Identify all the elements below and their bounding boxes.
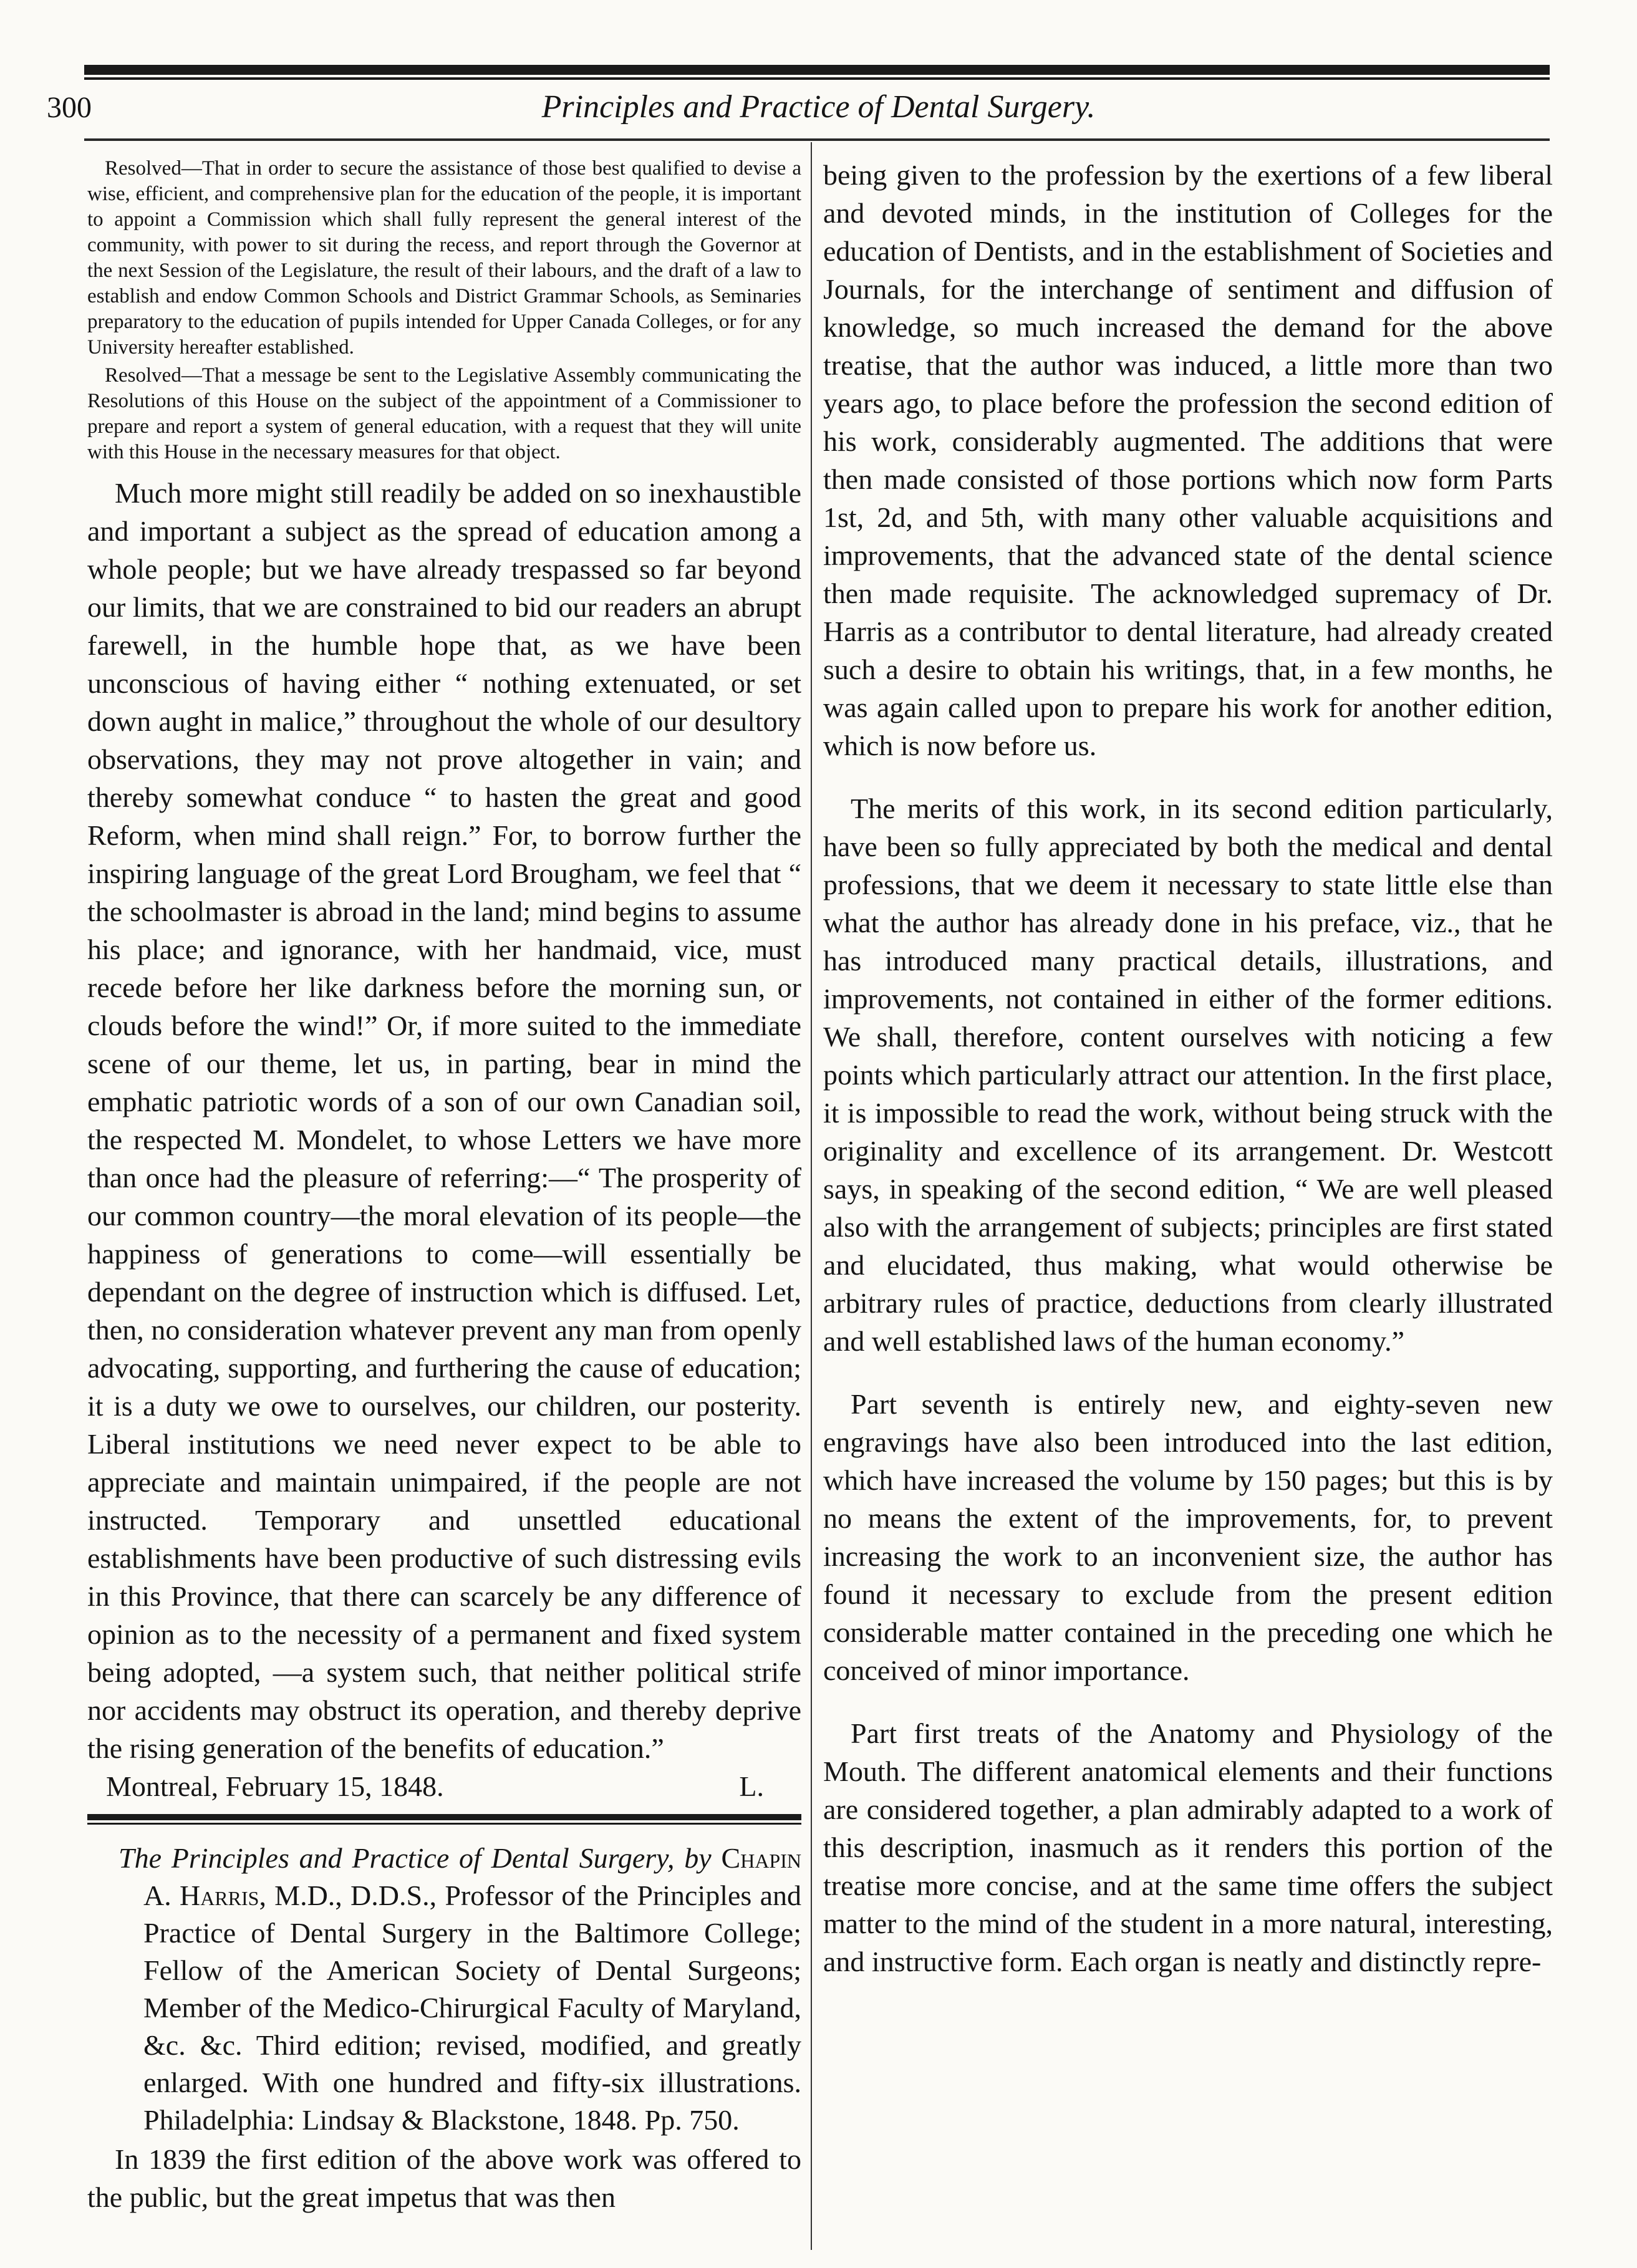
review-paragraph-3: Part seventh is entirely new, and eighty-seven new engravings have also been introduced into the last edition, which have increased the volume by 150 pages; but this is by no means the extent of the improvements, for, to prevent increasing the work to an inconvenient size, the author has found it necessary to exclude from the present edition considerable matter contained in the preceding one which he conceived of minor importance.: [823, 1388, 1553, 1686]
top-thin-rule: [84, 77, 1550, 80]
author-signature: L.: [739, 1770, 764, 1802]
running-title: Principles and Practice of Dental Surgery.: [541, 89, 1096, 125]
review-heading: [87, 1840, 801, 2139]
left-column: [87, 156, 801, 2216]
review-paragraph-2: The merits of this work, in its second edition particularly, have been so fully appreciated by both the medical and dental professions, that we deem it necessary to state little else than what the author has already done in his preface, viz., that he has introduced many practical details, illustrations, and improvements, not contained in either of the former editions. We shall, therefore, content ourselves with noticing a few points which particularly attract our attention. In the first place, it is impossible to read the work, without being struck with the originality and excellence of its arrangement. Dr. Westcott says, in speaking of the second edition, “ We are well pleased also with the arrangement of subjects; principles are first stated and elucidated, thus making, what would otherwise be arbitrary rules of practice, deductions from clearly illustrated and well established laws of the human economy.”: [823, 793, 1553, 1357]
review-author: Chapin A. Harris,: [143, 1842, 801, 1911]
section-thin-rule: [87, 1823, 801, 1825]
review-paragraph-1: In 1839 the first edition of the above work was offered to the public, but the great impetus that was then: [87, 2143, 801, 2213]
dateline: Montreal, February 15, 1848.: [106, 1770, 444, 1802]
header-rule: [84, 138, 1550, 141]
resolution-2: Resolved—That a message be sent to the Legislative Assembly communicating the Resolutions of this House on the subject of the appointment of a Commissioner to prepare and report a system of general education, with a request that they will unite with this House in the necessary measures for that object.: [87, 364, 801, 463]
column-divider: [811, 142, 812, 2250]
top-thick-rule: [84, 65, 1550, 75]
review-title: The Principles and Practice of Dental Surgery, by: [118, 1842, 712, 1874]
resolution-1: Resolved—That in order to secure the assistance of those best qualified to devise a wise, efficient, and comprehensive plan for the education of the people, it is important to appoint a Commission which shall fully represent the general interest of the community, with power to sit during the recess, and report through the Governor at the next Session of the Legislature, the result of their labours, and the draft of a law to establish and endow Common Schools and District Grammar Schools, as Seminaries preparatory to the education of pupils intended for Upper Canada Colleges, or for any University hereafter established.: [87, 157, 801, 359]
section-thick-rule: [87, 1814, 801, 1820]
closing-paragraph: Much more might still readily be added on so inexhaustible and important a subject as the spread of education among a whole people; but we have already trespassed so far beyond our limits, that we are constrained to bid our readers an abrupt farewell, in the humble hope that, as we have been unconscious of having either “ nothing extenuated, or set down aught in malice,” throughout the whole of our desultory observations, they may not prove altogether in vain; and thereby somewhat conduce “ to hasten the great and good Reform, when mind shall reign.” For, to borrow further the inspiring language of the great Lord Brougham, we feel that “ the schoolmaster is abroad in the land; mind begins to assume his place; and ignorance, with her handmaid, vice, must recede before her like darkness before the morning sun, or clouds before the wind!” Or, if more suited to the immediate scene of our theme, let us, in parting, bear in mind the emphatic patriotic words of a son of our own Canadian soil, the respected M. Mondelet, to whose Letters we have more than once had the pleasure of referring:—“ The prosperity of our common country—the moral elevation of its people—the happiness of generations to come—will essentially be dependant on the degree of instruction which is diffused. Let, then, no consideration whatever prevent any man from openly advocating, supporting, and furthering the cause of education; it is a duty we owe to ourselves, our children, our posterity. Liberal institutions we need never expect to be able to appreciate and maintain unimpaired, if the people are not instructed. Temporary and unsettled educational establishments have been productive of such distressing evils in this Province, that there can scarcely be any difference of opinion as to the necessity of a permanent and fixed system being adopted, —a system such, that neither political strife nor accidents may obstruct its operation, and thereby deprive the rising generation of the benefits of education.”: [87, 477, 801, 1764]
review-paragraph-4: Part first treats of the Anatomy and Physiology of the Mouth. The different anatomical elements and their functions are considered together, a plan admirably adapted to a work of this description, inasmuch as it renders this portion of the treatise more concise, and at the same time offers the subject matter to the mind of the student in a more natural, interesting, and instructive form. Each organ is neatly and distinctly repre-: [823, 1717, 1553, 1977]
dateline-row: [87, 1767, 801, 1805]
review-continued-paragraph: being given to the profession by the exertions of a few liberal and devoted minds, in the institution of Colleges for the education of Dentists, and in the establishment of Societies and Journals, for the interchange of sentiment and diffusion of knowledge, so much increased the demand for the above treatise, that the author was induced, a little more than two years ago, to place before the profession the second edition of his work, considerably augmented. The additions that were then made consisted of those portions which now form Parts 1st, 2d, and 5th, with many other valuable acquisitions and improvements, that the advanced state of the dental science then made requisite. The acknowledged supremacy of Dr. Harris as a contributor to dental literature, had already created such a desire to obtain his writings, that, in a few months, he was again called upon to prepare his work for another edition, which is now before us.: [823, 159, 1553, 761]
right-column: [823, 156, 1553, 1981]
review-details: M.D., D.D.S., Professor of the Principles and Practice of Dental Surgery in the Baltimore College; Fellow of the American Society of Dental Surgeons; Member of the Medico-Chirurgical Faculty of Maryland, &c. &c. Third edition; revised, modified, and greatly enlarged. With one hundred and fifty-six illustrations. Philadelphia: Lindsay & Blackstone, 1848. Pp. 750.: [143, 1880, 801, 2136]
page-number: 300: [47, 91, 92, 124]
